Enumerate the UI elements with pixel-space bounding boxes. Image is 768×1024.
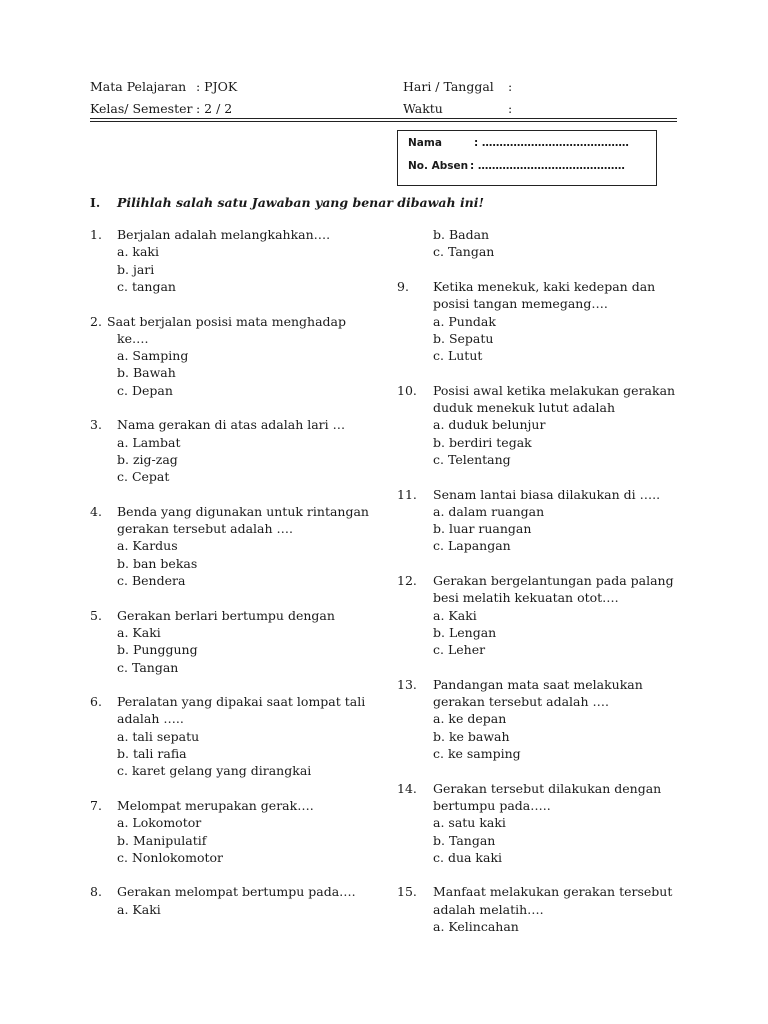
question-text: Ketika menekuk, kaki kedepan dan (433, 278, 656, 294)
kelas-semester-value: : 2 / 2 (196, 101, 233, 116)
answer-option[interactable]: c. ke samping (433, 746, 521, 761)
question-text: adalah melatih…. (433, 901, 544, 917)
question-text: Melompat merupakan gerak…. (117, 797, 314, 813)
question-text: Posisi awal ketika melakukan gerakan (433, 382, 676, 398)
waktu-label: Waktu (403, 101, 443, 116)
question-text: gerakan tersebut adalah …. (433, 694, 609, 710)
question-text: Gerakan bergelantungan pada palang (433, 573, 674, 588)
answer-option[interactable]: c. tangan (117, 278, 176, 294)
question-text: Pandangan mata saat melakukan (433, 676, 643, 692)
answer-option[interactable]: b. tali rafia (117, 746, 187, 761)
answer-option[interactable]: c. karet gelang yang dirangkai (117, 763, 312, 779)
nama-label: Nama (408, 137, 442, 149)
answer-option[interactable]: a. Kelincahan (433, 919, 519, 934)
absen-field[interactable]: : …………………………………… (470, 160, 625, 172)
question-text: Gerakan melompat bertumpu pada…. (117, 884, 356, 900)
header-divider-top (90, 118, 677, 119)
question-text: posisi tangan memegang…. (433, 296, 608, 312)
question-number: 4. (90, 503, 102, 519)
mata-pelajaran-value: : PJOK (196, 79, 238, 94)
answer-option[interactable]: c. Telentang (433, 451, 511, 467)
answer-option[interactable]: a. tali sepatu (117, 728, 200, 744)
question-text: Manfaat melakukan gerakan tersebut (433, 884, 673, 900)
answer-option[interactable]: a. dalam ruangan (433, 503, 545, 519)
question-text: gerakan tersebut adalah …. (117, 521, 293, 537)
question-number: 12. (397, 573, 417, 588)
answer-option[interactable]: c. Tangan (433, 244, 495, 260)
answer-option[interactable]: a. kaki (117, 244, 159, 260)
question-text: Gerakan berlari bertumpu dengan (117, 607, 335, 623)
answer-option[interactable]: b. luar ruangan (433, 521, 532, 537)
answer-option[interactable]: a. duduk belunjur (433, 417, 546, 433)
mata-pelajaran-label: Mata Pelajaran (90, 79, 187, 94)
answer-option[interactable]: c. dua kaki (433, 849, 503, 865)
answer-option[interactable]: c. Lapangan (433, 538, 511, 554)
answer-option[interactable]: a. Lambat (117, 434, 181, 450)
answer-option[interactable]: c. Nonlokomotor (117, 849, 223, 865)
answer-option[interactable]: b. Tangan (433, 832, 496, 848)
waktu-value: : (508, 101, 513, 116)
question-number: 8. (90, 884, 102, 900)
header-divider-bottom (90, 121, 677, 122)
answer-option[interactable]: b. jari (117, 261, 155, 277)
answer-option[interactable]: b. Lengan (433, 624, 497, 640)
answer-option[interactable]: a. ke depan (433, 711, 507, 727)
absen-label: No. Absen (408, 160, 469, 172)
question-number: 15. (397, 884, 417, 900)
question-text: Gerakan tersebut dilakukan dengan (433, 780, 662, 796)
answer-option[interactable]: a. Lokomotor (117, 815, 202, 831)
answer-option[interactable]: c. Leher (433, 642, 486, 658)
question-number: 6. (90, 694, 102, 710)
section-number: I. (90, 195, 101, 210)
answer-option[interactable]: b. ban bekas (117, 555, 198, 571)
question-number: 10. (397, 382, 417, 398)
question-text: adalah ….. (117, 711, 184, 727)
answer-option[interactable]: a. satu kaki (433, 815, 506, 831)
question-number: 14. (397, 780, 417, 796)
identity-box (397, 130, 657, 186)
question-text: bertumpu pada….. (433, 797, 551, 813)
question-text: Nama gerakan di atas adalah lari … (117, 417, 346, 433)
question-text: Saat berjalan posisi mata menghadap (107, 313, 346, 329)
nama-field[interactable]: : …………………………………… (474, 137, 629, 149)
question-number: 2. (90, 313, 102, 329)
answer-option[interactable]: a. Pundak (433, 313, 496, 329)
answer-option[interactable]: c. Lutut (433, 348, 483, 364)
answer-option[interactable]: b. Punggung (117, 642, 198, 658)
answer-option[interactable]: b. Badan (433, 227, 490, 242)
answer-option[interactable]: a. Kaki (117, 624, 161, 640)
answer-option[interactable]: c. Cepat (117, 469, 170, 485)
question-text: Senam lantai biasa dilakukan di ….. (433, 486, 661, 502)
question-text: Peralatan yang dipakai saat lompat tali (117, 694, 366, 710)
answer-option[interactable]: b. Sepatu (433, 330, 494, 346)
question-number: 5. (90, 607, 102, 623)
question-number: 9. (397, 278, 409, 294)
answer-option[interactable]: c. Depan (117, 382, 173, 398)
question-number: 3. (90, 417, 102, 433)
answer-option[interactable]: c. Tangan (117, 659, 179, 675)
question-text: ke…. (117, 330, 149, 346)
answer-option[interactable]: b. ke bawah (433, 728, 510, 744)
answer-option[interactable]: a. Samping (117, 348, 189, 364)
question-text: besi melatih kekuatan otot…. (433, 590, 619, 606)
hari-tanggal-label: Hari / Tanggal (403, 79, 494, 94)
answer-option[interactable]: a. Kardus (117, 538, 178, 554)
question-number: 13. (397, 676, 417, 692)
section-title: Pilihlah salah satu Jawaban yang benar dibawah ini! (117, 195, 485, 210)
answer-option[interactable]: a. Kaki (433, 607, 477, 623)
question-text: duduk menekuk lutut adalah (433, 400, 616, 415)
answer-option[interactable]: a. Kaki (117, 901, 161, 917)
hari-tanggal-value: : (508, 79, 513, 94)
kelas-semester-label: Kelas/ Semester (90, 101, 193, 116)
answer-option[interactable]: b. Manipulatif (117, 832, 207, 848)
question-text: Berjalan adalah melangkahkan…. (117, 227, 331, 242)
answer-option[interactable]: b. zig-zag (117, 451, 178, 467)
question-number: 1. (90, 227, 102, 242)
answer-option[interactable]: b. berdiri tegak (433, 434, 532, 450)
question-number: 11. (397, 486, 417, 502)
answer-option[interactable]: c. Bendera (117, 573, 186, 588)
question-number: 7. (90, 797, 102, 813)
answer-option[interactable]: b. Bawah (117, 365, 176, 381)
question-text: Benda yang digunakan untuk rintangan (117, 503, 369, 519)
